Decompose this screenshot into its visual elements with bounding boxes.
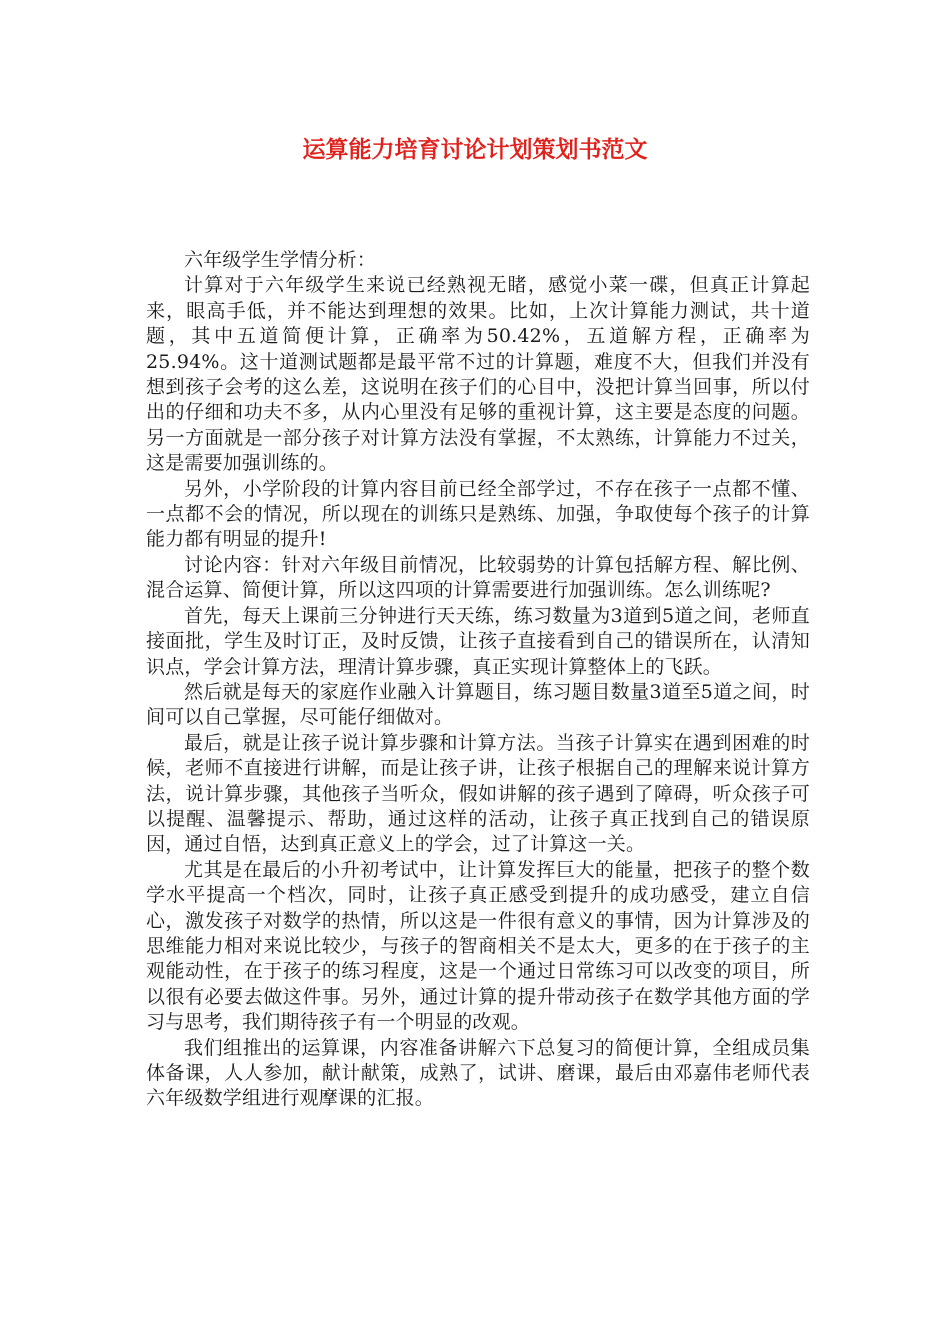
paragraph: 另外，小学阶段的计算内容目前已经全部学过，不存在孩子一点都不懂、一点都不会的情况，所以现在的训练只是熟练、加强，争取使每个孩子的计算能力都有明显的提升!	[146, 477, 810, 551]
document-body	[146, 248, 810, 1112]
paragraph: 计算对于六年级学生来说已经熟视无睹，感觉小菜一碟，但真正计算起来，眼高手低，并不能达到理想的效果。比如，上次计算能力测试，共十道题，其中五道简便计算，正确率为50.42%，五道解方程，正确率为25.94%。这十道测试题都是最平常不过的计算题，难度不大，但我们并没有想到孩子会考的这么差，这说明在孩子们的心目中，没把计算当回事，所以付出的仔细和功夫不多，从内心里没有足够的重视计算，这主要是态度的问题。另一方面就是一部分孩子对计算方法没有掌握，不太熟练，计算能力不过关，这是需要加强训练的。	[146, 274, 810, 475]
paragraph: 尤其是在最后的小升初考试中，让计算发挥巨大的能量，把孩子的整个数学水平提高一个档次，同时，让孩子真正感受到提升的成功感受，建立自信心，激发孩子对数学的热情，所以这是一件很有意义的事情，因为计算涉及的思维能力相对来说比较少，与孩子的智商相关不是太大，更多的在于孩子的主观能动性，在于孩子的练习程度，这是一个通过日常练习可以改变的项目，所以很有必要去做这件事。另外，通过计算的提升带动孩子在数学其他方面的学习与思考，我们期待孩子有一个明显的改观。	[146, 858, 810, 1034]
paragraph: 讨论内容：针对六年级目前情况，比较弱势的计算包括解方程、解比例、混合运算、简便计算，所以这四项的计算需要进行加强训练。怎么训练呢?	[146, 553, 810, 602]
paragraph: 最后，就是让孩子说计算步骤和计算方法。当孩子计算实在遇到困难的时候，老师不直接进行讲解，而是让孩子讲，让孩子根据自己的理解来说计算方法，说计算步骤，其他孩子当听众，假如讲解的孩子遇到了障碍，听众孩子可以提醒、温馨提示、帮助，通过这样的活动，让孩子真正找到自己的错误原因，通过自悟，达到真正意义上的学会，过了计算这一关。	[146, 731, 810, 856]
paragraph: 我们组推出的运算课，内容准备讲解六下总复习的简便计算，全组成员集体备课，人人参加，献计献策，成熟了，试讲、磨课，最后由邓嘉伟老师代表六年级数学组进行观摩课的汇报。	[146, 1036, 810, 1110]
paragraph: 然后就是每天的家庭作业融入计算题目，练习题目数量3道至5道之间，时间可以自己掌握，尽可能仔细做对。	[146, 680, 810, 729]
document-title: 运算能力培育讨论计划策划书范文	[302, 137, 648, 163]
paragraph: 首先，每天上课前三分钟进行天天练，练习数量为3道到5道之间，老师直接面批，学生及时订正，及时反馈，让孩子直接看到自己的错误所在，认清知识点，学会计算方法，理清计算步骤，真正实现计算整体上的飞跃。	[146, 604, 810, 678]
paragraph-section-heading: 六年级学生学情分析：	[184, 249, 377, 271]
